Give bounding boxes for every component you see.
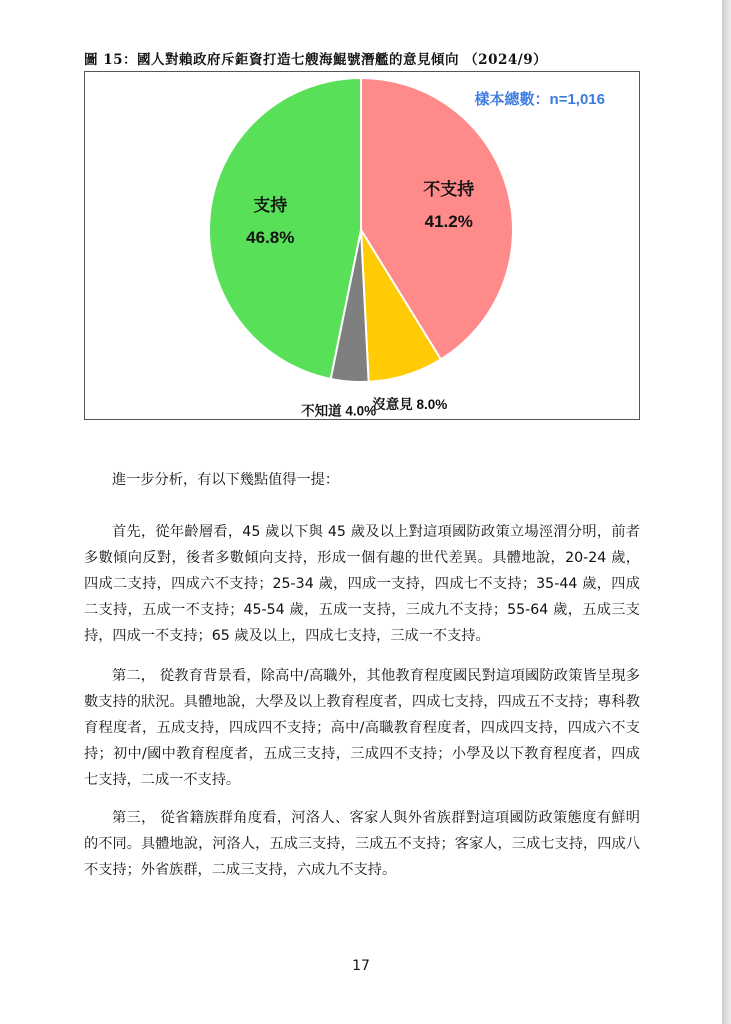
pie-label-2: 不知道 4.0% — [301, 403, 377, 419]
pie-label-1: 沒意見 8.0% — [372, 396, 448, 412]
pie-label-0: 不支持 — [423, 180, 475, 200]
pie-label-3: 支持 — [253, 195, 288, 215]
pie-value-0: 41.2% — [424, 212, 473, 232]
sample-size-annotation: 樣本總數：n=1,016 — [474, 91, 605, 108]
page-number: 17 — [352, 958, 370, 974]
paragraph-education: 第二， 從教育背景看，除高中/高職外，其他教育程度國民對這項國防政策皆呈現多數支持的狀況。具體地說，大學及以上教育程度者，四成七支持，四成五不支持；專科教育程度者，五成支持，四成四不支持；高中/高職教育程度者，四成四支持，四成六不支持；初中/國中教育程度者，五成三支持，三成四不支持；小學及以下教育程度者，四成七支持，二成一不支持。 — [84, 668, 640, 788]
paragraph-intro: 進一步分析，有以下幾點值得一提： — [112, 472, 340, 488]
paragraph-age: 首先，從年齡層看，45 歲以下與 45 歲及以上對這項國防政策立場涇渭分明，前者多數傾向反對，後者多數傾向支持，形成一個有趣的世代差異。具體地說，20-24 歲，四成二支持，四成六不支持；25-34 歲，四成一支持，四成七不支持；35-44 歲，四成二支持，五成一不支持；45-54 歲，五成一支持，三成九不支持；55-64 歲，五成三支持，四成一不支持；65 歲及以上，四成七支持，三成一不支持。 — [84, 524, 640, 644]
page-edge — [722, 0, 731, 1024]
pie-chart-frame — [84, 71, 640, 420]
figure-title: 圖 15：國人對賴政府斥鉅資打造七艘海鯤號潛艦的意見傾向 （2024/9） — [84, 52, 548, 68]
paragraph-ethnicity: 第三， 從省籍族群角度看，河洛人、客家人與外省族群對這項國防政策態度有鮮明的不同。具體地說，河洛人，五成三支持，三成五不支持；客家人，三成七支持，四成八不支持；外省族群，二成三支持，六成九不支持。 — [84, 810, 640, 878]
pie-chart — [85, 72, 639, 419]
pie-value-3: 46.8% — [246, 227, 295, 247]
